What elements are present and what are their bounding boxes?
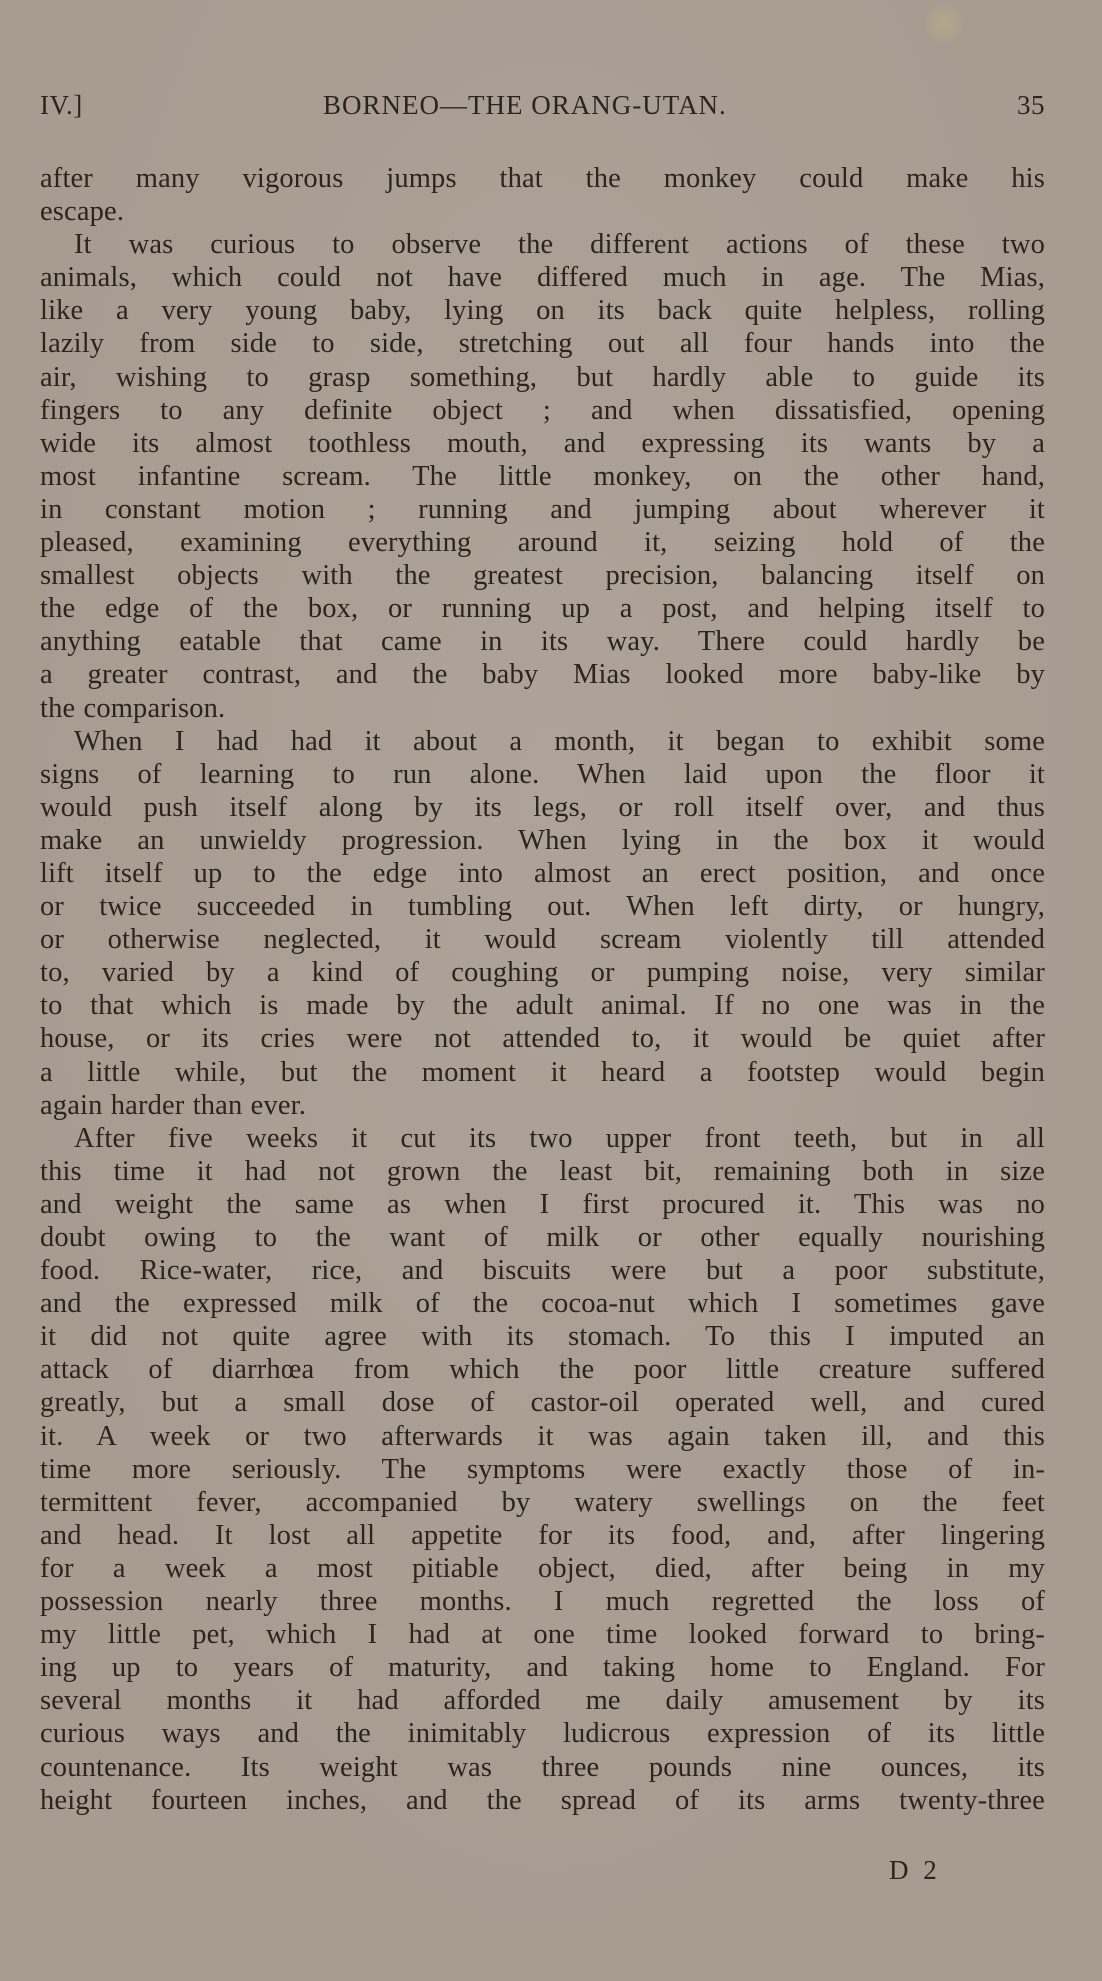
text-line: in constant motion ; running and jumping about wherever it <box>40 493 1045 525</box>
running-head <box>40 90 1045 130</box>
text-line: attack of diarrhœa from which the poor little creature suffered <box>40 1354 1045 1386</box>
text-line: and weight the same as when I first procured it. This was no <box>40 1188 1045 1220</box>
text-line: height fourteen inches, and the spread of its arms twenty-three <box>40 1784 1045 1816</box>
text-line: to that which is made by the adult animal. If no one was in the <box>40 990 1045 1022</box>
text-line: When I had had it about a month, it began to exhibit some <box>74 725 1045 757</box>
text-line: time more seriously. The symptoms were exactly those of in- <box>40 1453 1045 1485</box>
text-line: again harder than ever. <box>40 1089 306 1121</box>
text-line: most infantine scream. The little monkey, on the other hand, <box>40 460 1045 492</box>
text-line: or twice succeeded in tumbling out. When left dirty, or hungry, <box>40 891 1045 923</box>
text-line: lazily from side to side, stretching out all four hands into the <box>40 328 1045 360</box>
text-line: like a very young baby, lying on its back quite helpless, rolling <box>40 295 1045 327</box>
text-line: animals, which could not have differed much in age. The Mias, <box>40 262 1045 294</box>
text-line: my little pet, which I had at one time looked forward to bring- <box>40 1619 1045 1651</box>
page-header-title: BORNEO—THE ORANG-UTAN. <box>323 90 727 120</box>
text-line: wide its almost toothless mouth, and expressing its wants by a <box>40 427 1045 459</box>
chapter-marker: IV.] <box>40 90 83 120</box>
text-line: would push itself along by its legs, or roll itself over, and thus <box>40 791 1045 823</box>
text-line: a little while, but the moment it heard a footstep would begin <box>40 1056 1045 1088</box>
text-line: fingers to any definite object ; and when dissatisfied, opening <box>40 394 1045 426</box>
text-line: countenance. Its weight was three pounds nine ounces, its <box>40 1751 1045 1783</box>
text-line: curious ways and the inimitably ludicrous expression of its little <box>40 1718 1045 1750</box>
text-line: make an unwieldy progression. When lying in the box it would <box>40 824 1045 856</box>
text-line: house, or its cries were not attended to, it would be quiet after <box>40 1023 1045 1055</box>
text-line: the edge of the box, or running up a post, and helping itself to <box>40 593 1045 625</box>
text-line: it did not quite agree with its stomach. To this I imputed an <box>40 1321 1045 1353</box>
text-line: for a week a most pitiable object, died, after being in my <box>40 1552 1045 1584</box>
text-line: pleased, examining everything around it, seizing hold of the <box>40 527 1045 559</box>
text-line: possession nearly three months. I much regretted the loss of <box>40 1586 1045 1618</box>
text-line: ing up to years of maturity, and taking home to England. For <box>40 1652 1045 1684</box>
text-line: greatly, but a small dose of castor-oil operated well, and cured <box>40 1387 1045 1419</box>
text-line: It was curious to observe the different actions of these two <box>74 229 1045 261</box>
text-line: and head. It lost all appetite for its food, and, after lingering <box>40 1519 1045 1551</box>
body-text <box>40 162 1045 1817</box>
text-line: several months it had afforded me daily amusement by its <box>40 1685 1045 1717</box>
text-line: signs of learning to run alone. When laid upon the floor it <box>40 758 1045 790</box>
text-line: doubt owing to the want of milk or other equally nourishing <box>40 1222 1045 1253</box>
page-number: 35 <box>1017 90 1045 120</box>
text-line: this time it had not grown the least bit, remaining both in size <box>40 1155 1045 1187</box>
text-line: and the expressed milk of the cocoa-nut which I sometimes gave <box>40 1288 1045 1320</box>
text-line: anything eatable that came in its way. There could hardly be <box>40 626 1045 658</box>
text-line: termittent fever, accompanied by watery swellings on the feet <box>40 1486 1045 1518</box>
text-line: escape. <box>40 196 125 228</box>
text-line: it. A week or two afterwards it was again taken ill, and this <box>40 1420 1045 1452</box>
text-line: or otherwise neglected, it would scream violently till attended <box>40 924 1045 956</box>
text-line: the comparison. <box>40 692 226 724</box>
text-line: After five weeks it cut its two upper front teeth, but in all <box>74 1122 1045 1154</box>
text-line: food. Rice-water, rice, and biscuits were but a poor substitute, <box>40 1255 1045 1287</box>
text-line: smallest objects with the greatest precision, balancing itself on <box>40 560 1045 592</box>
text-line: a greater contrast, and the baby Mias looked more baby-like by <box>40 659 1045 691</box>
signature-mark: D 2 <box>889 1855 941 1885</box>
text-line: to, varied by a kind of coughing or pumping noise, very similar <box>40 957 1045 989</box>
text-line: after many vigorous jumps that the monkey could make his <box>40 163 1045 194</box>
paper-stain <box>924 0 964 46</box>
text-line: lift itself up to the edge into almost an erect position, and once <box>40 857 1045 889</box>
text-line: air, wishing to grasp something, but hardly able to guide its <box>40 361 1045 393</box>
